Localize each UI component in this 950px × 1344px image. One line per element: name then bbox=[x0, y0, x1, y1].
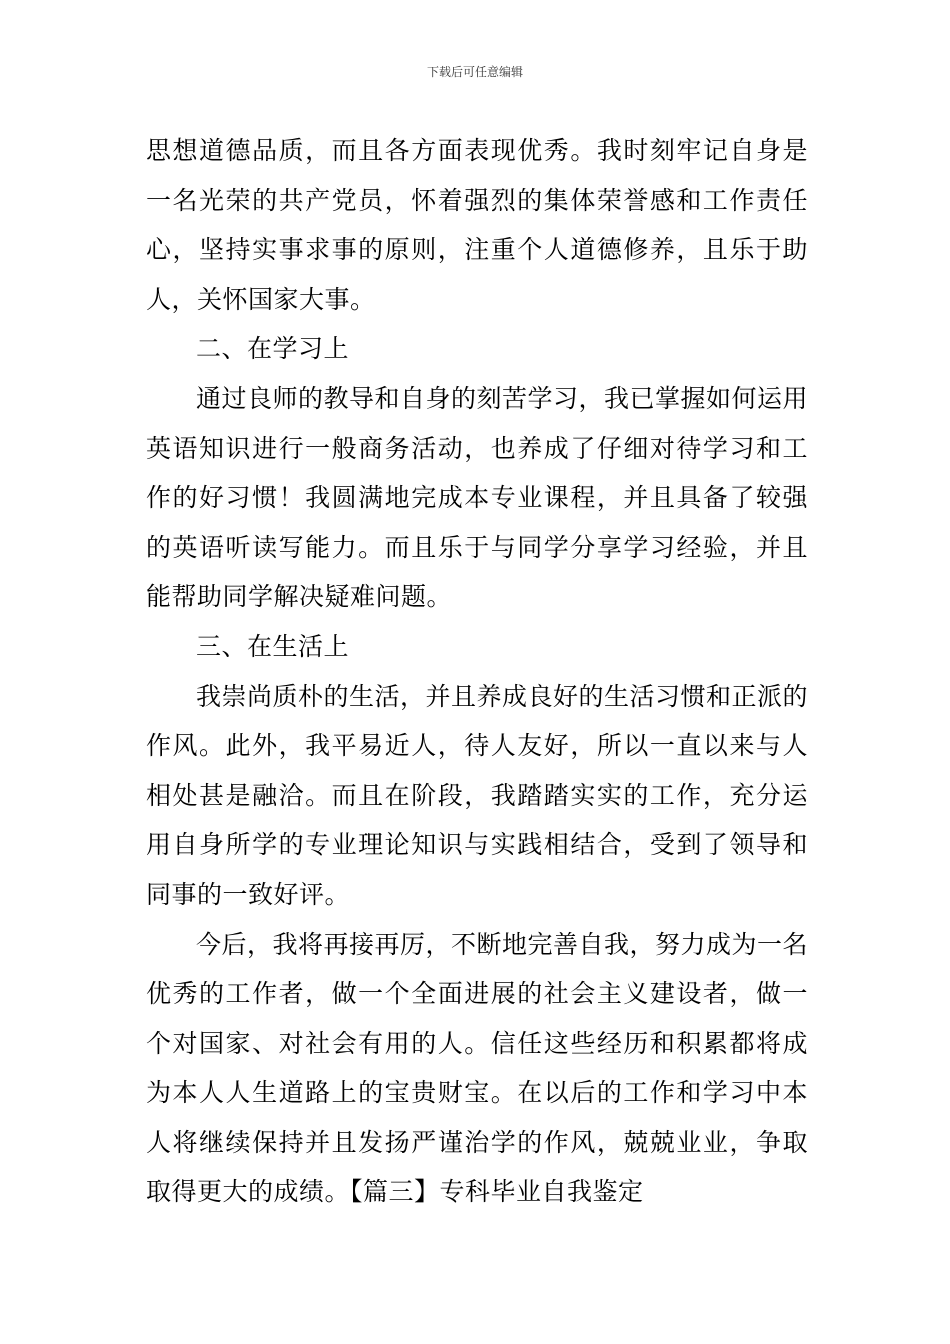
section-heading-life: 三、在生活上 bbox=[196, 631, 350, 661]
section-heading-study: 二、在学习上 bbox=[196, 334, 350, 364]
body-paragraph: 我崇尚质朴的生活，并且养成良好的生活习惯和正派的作风。此外，我平易近人，待人友好，所以一直以来与人相处甚是融洽。而且在阶段，我踏踏实实的工作，充分运用自身所学的专业理论知识与实践相结合，受到了领导和同事的一致好评。 bbox=[146, 681, 809, 909]
page-header: 下载后可任意编辑 bbox=[426, 65, 523, 79]
body-paragraph: 思想道德品质，而且各方面表现优秀。我时刻牢记自身是一名光荣的共产党员，怀着强烈的集体荣誉感和工作责任心，坚持实事求事的原则，注重个人道德修养，且乐于助人，关怀国家大事。 bbox=[146, 136, 808, 314]
document-body bbox=[146, 126, 808, 1217]
body-paragraph: 今后，我将再接再厉，不断地完善自我，努力成为一名优秀的工作者，做一个全面进展的社会主义建设者，做一个对国家、对社会有用的人。信任这些经历和积累都将成为本人人生道路上的宝贵财宝。在以后的工作和学习中本人将继续保持并且发扬严谨治学的作风，兢兢业业，争取取得更大的成绩。【篇三】专科毕业自我鉴定 bbox=[146, 929, 809, 1207]
body-paragraph: 通过良师的教导和自身的刻苦学习，我已掌握如何运用英语知识进行一般商务活动，也养成了仔细对待学习和工作的好习惯！我圆满地完成本专业课程，并且具备了较强的英语听读写能力。而且乐于与同学分享学习经验，并且能帮助同学解决疑难问题。 bbox=[146, 383, 809, 612]
